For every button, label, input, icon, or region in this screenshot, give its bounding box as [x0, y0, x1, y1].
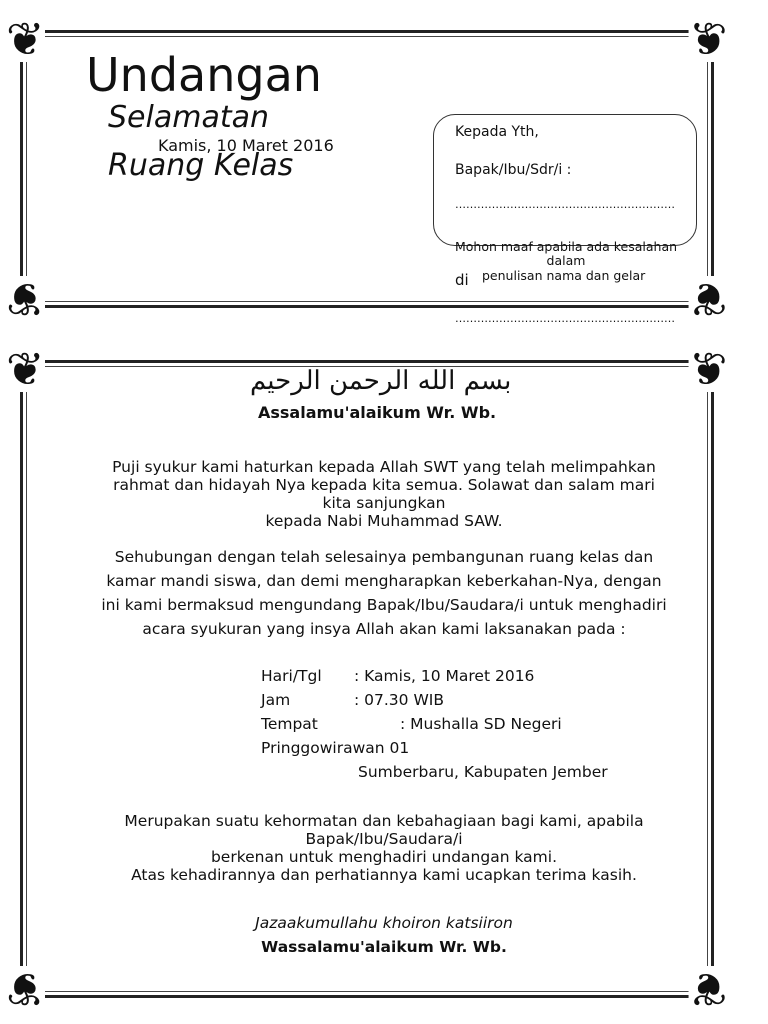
- ornament-corner-icon: ❦: [6, 962, 45, 1016]
- location-blank: ……………………………………………………: [455, 312, 675, 325]
- place-value: : Mushalla SD Negeri: [400, 715, 562, 733]
- text-line: kepada Nabi Muhammad SAW.: [265, 512, 503, 530]
- closing-italic: Jazaakumullahu khoiron katsiiron: [255, 914, 513, 932]
- text-line: Sehubungan dengan telah selesainya pembangunan ruang kelas dan: [114, 548, 654, 566]
- apology-line-1: Mohon maaf apabila ada kesalahan: [454, 239, 678, 254]
- text-line: rahmat dan hidayah Nya kepada kita semua. Solawat dan salam mari: [113, 476, 655, 494]
- place-line-3: Sumberbaru, Kabupaten Jember: [358, 763, 608, 781]
- greeting: Assalamu'alaikum Wr. Wb.: [258, 403, 497, 422]
- ornament-corner-icon: ❦: [6, 272, 45, 326]
- text-line: kita sanjungkan: [322, 494, 446, 512]
- recipient-blank: ……………………………………………………: [455, 198, 675, 211]
- recipient-label: Bapak/Ibu/Sdr/i :: [455, 162, 572, 178]
- cover-date: Kamis, 10 Maret 2016: [158, 136, 334, 155]
- place-label: Tempat: [261, 715, 318, 733]
- cover-subtitle-1: Selamatan: [108, 100, 269, 135]
- text-line: kamar mandi siswa, dan demi mengharapkan keberkahan-Nya, dengan: [106, 572, 662, 590]
- paragraph-2: [60, 545, 708, 641]
- text-line: ini kami bermaksud mengundang Bapak/Ibu/Saudara/i untuk menghadiri: [101, 596, 667, 614]
- ornament-corner-icon: ❦: [6, 342, 45, 396]
- paragraph-1: [60, 458, 708, 530]
- text-line: acara syukuran yang insya Allah akan kami laksanakan pada :: [142, 620, 626, 638]
- text-line: berkenan untuk menghadiri undangan kami.: [210, 848, 558, 866]
- address-to: Kepada Yth,: [455, 124, 539, 140]
- text-line: Merupakan suatu kehormatan dan kebahagiaan bagi kami, apabila: [124, 812, 644, 830]
- paragraph-3: [60, 812, 708, 884]
- di-label: di: [455, 271, 469, 289]
- apology-line-2: dalam: [546, 253, 586, 268]
- closing: Wassalamu'alaikum Wr. Wb.: [261, 938, 507, 956]
- time-value: : 07.30 WIB: [354, 691, 444, 709]
- day-label: Hari/Tgl: [261, 667, 322, 685]
- cover-subtitle-2: Ruang Kelas: [108, 148, 294, 183]
- text-line: Atas kehadirannya dan perhatiannya kami ucapkan terima kasih.: [131, 866, 637, 884]
- ornament-corner-icon: ❦: [689, 342, 728, 396]
- bismillah-calligraphy: بسم الله الرحمن الرحيم: [250, 366, 512, 396]
- time-label: Jam: [261, 691, 291, 709]
- text-line: Puji syukur kami haturkan kepada Allah SWT yang telah melimpahkan: [112, 458, 656, 476]
- place-line-2: Pringgowirawan 01: [261, 739, 410, 757]
- ornament-corner-icon: ❦: [6, 12, 45, 66]
- ornament-corner-icon: ❦: [689, 272, 728, 326]
- ornament-corner-icon: ❦: [689, 12, 728, 66]
- greeting-clip: [258, 402, 496, 422]
- ornament-corner-icon: ❦: [689, 962, 728, 1016]
- apology-line-3: penulisan nama dan gelar: [482, 268, 646, 283]
- cover-title: Undangan: [86, 48, 322, 102]
- day-value: : Kamis, 10 Maret 2016: [354, 667, 535, 685]
- text-line: Bapak/Ibu/Saudara/i: [305, 830, 463, 848]
